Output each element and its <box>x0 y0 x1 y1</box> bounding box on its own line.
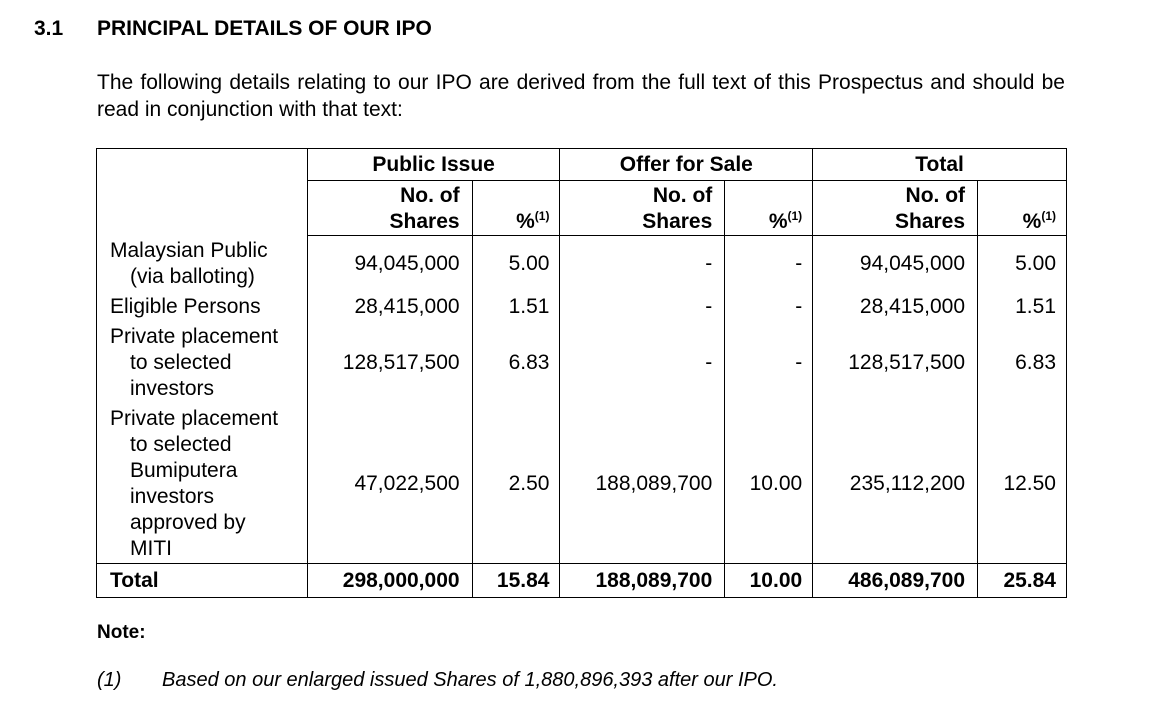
offer-for-sale-percent: 10.00 <box>725 405 813 564</box>
total-public-issue-percent: 15.84 <box>472 564 560 598</box>
row-label <box>97 292 308 322</box>
offer-for-sale-shares: - <box>560 322 725 405</box>
row-label-line: to selected <box>130 432 232 456</box>
ipo-details-table <box>96 148 1067 598</box>
subheader-percent-note: (1) <box>787 209 803 223</box>
total-shares: 235,112,200 <box>813 405 978 564</box>
row-label <box>97 322 308 405</box>
row-label <box>97 236 308 292</box>
total-row <box>97 564 1067 598</box>
row-label-line: Eligible Persons <box>110 294 261 318</box>
offer-for-sale-percent: - <box>725 236 813 292</box>
public-issue-shares: 94,045,000 <box>307 236 472 292</box>
row-label-line: Private placement <box>110 325 279 348</box>
public-issue-percent: 6.83 <box>472 322 560 405</box>
grand-total-percent: 25.84 <box>978 564 1067 598</box>
group-header-offer-for-sale: Offer for Sale <box>560 149 813 181</box>
subheader-percent <box>725 181 813 236</box>
group-header-public-issue: Public Issue <box>307 149 560 181</box>
subheader-percent <box>978 181 1067 236</box>
row-label <box>97 405 308 564</box>
subheader-percent-note: (1) <box>534 209 550 223</box>
total-label: Total <box>97 564 308 598</box>
subheader-shares-line2: Shares <box>389 210 460 233</box>
subheader-shares-line1: No. of <box>400 184 460 207</box>
subheader-shares <box>813 181 978 236</box>
total-percent: 12.50 <box>978 405 1067 564</box>
table-row <box>97 236 1067 292</box>
public-issue-shares: 128,517,500 <box>307 322 472 405</box>
total-shares: 28,415,000 <box>813 292 978 322</box>
section-title: PRINCIPAL DETAILS OF OUR IPO <box>97 17 432 40</box>
subheader-shares-line1: No. of <box>652 184 713 207</box>
total-offer-for-sale-shares: 188,089,700 <box>560 564 725 598</box>
row-label-line: investors <box>130 377 215 400</box>
table-row <box>97 322 1067 405</box>
total-shares: 128,517,500 <box>813 322 978 405</box>
table-row <box>97 292 1067 322</box>
public-issue-shares: 28,415,000 <box>307 292 472 322</box>
offer-for-sale-percent: - <box>725 292 813 322</box>
row-label-line: MITI <box>130 536 172 560</box>
public-issue-percent: 1.51 <box>472 292 560 322</box>
offer-for-sale-shares: 188,089,700 <box>560 405 725 564</box>
subheader-percent-sign: % <box>1022 210 1042 233</box>
group-header-total: Total <box>813 149 1067 181</box>
row-label-line: (via balloting) <box>130 264 255 288</box>
subheader-shares <box>307 181 472 236</box>
note-heading: Note: <box>97 622 146 643</box>
public-issue-percent: 5.00 <box>472 236 560 292</box>
total-offer-for-sale-percent: 10.00 <box>725 564 813 598</box>
row-label-line: Malaysian Public <box>110 238 268 262</box>
public-issue-percent: 2.50 <box>472 405 560 564</box>
total-shares: 94,045,000 <box>813 236 978 292</box>
offer-for-sale-shares: - <box>560 292 725 322</box>
total-public-issue-shares: 298,000,000 <box>307 564 472 598</box>
section-number: 3.1 <box>34 17 64 40</box>
intro-paragraph: The following details relating to our IPO are derived from the full text of this Prospectus and should be read in conjunction with that text: <box>97 71 1065 121</box>
subheader-shares <box>560 181 725 236</box>
row-label-line: to selected <box>130 351 232 374</box>
footnote-number: (1) <box>97 669 122 691</box>
offer-for-sale-percent: - <box>725 322 813 405</box>
total-percent: 6.83 <box>978 322 1067 405</box>
row-label-line: investors <box>130 484 215 508</box>
subheader-percent-sign: % <box>516 210 535 233</box>
row-label-line: Bumiputera <box>130 458 238 482</box>
subheader-percent <box>472 181 560 236</box>
grand-total-shares: 486,089,700 <box>813 564 978 598</box>
row-label-line: Private placement <box>110 406 279 430</box>
header-row-groups <box>97 149 1067 181</box>
footnote-text: Based on our enlarged issued Shares of 1,880,896,393 after our IPO. <box>162 669 778 691</box>
subheader-percent-sign: % <box>768 210 788 233</box>
table-row <box>97 405 1067 564</box>
subheader-percent-note: (1) <box>1041 209 1056 223</box>
total-percent: 1.51 <box>978 292 1067 322</box>
offer-for-sale-shares: - <box>560 236 725 292</box>
subheader-shares-line1: No. of <box>905 184 966 207</box>
subheader-shares-line2: Shares <box>894 210 966 233</box>
header-blank-cell <box>97 149 308 236</box>
total-percent: 5.00 <box>978 236 1067 292</box>
row-label-line: approved by <box>130 510 246 534</box>
public-issue-shares: 47,022,500 <box>307 405 472 564</box>
subheader-shares-line2: Shares <box>642 210 713 233</box>
